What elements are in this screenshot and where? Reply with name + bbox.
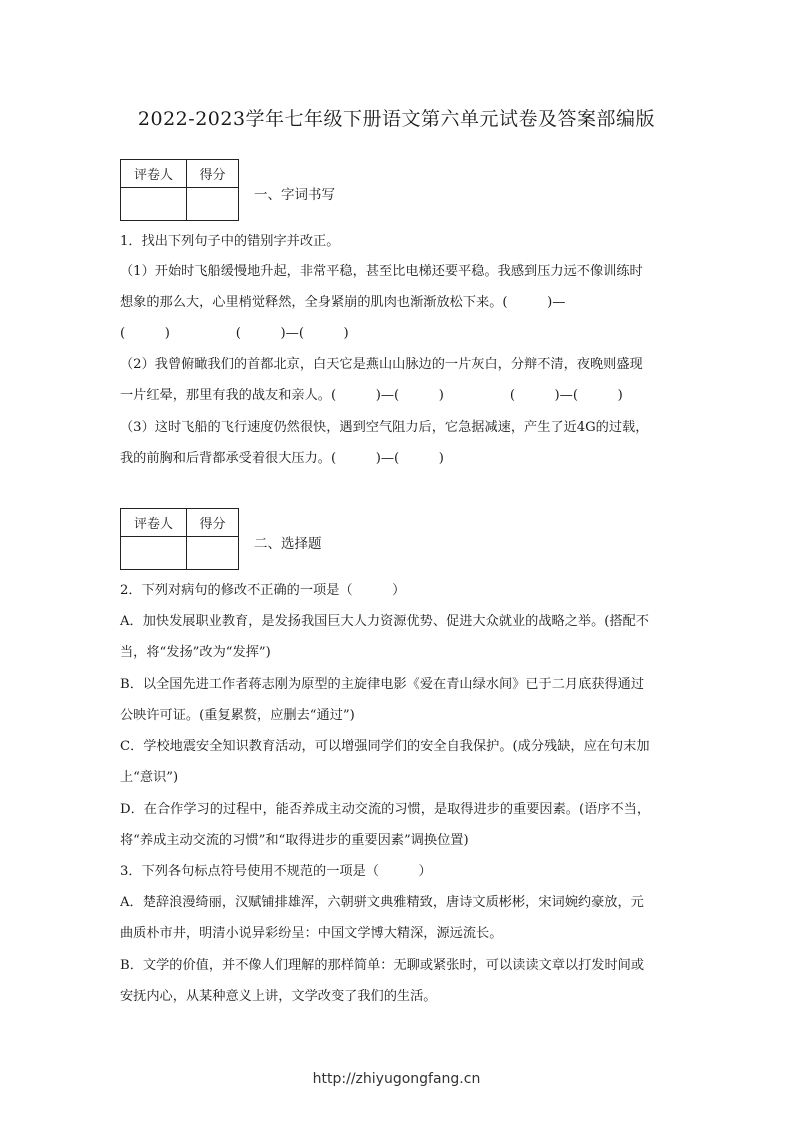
footer-url: http://zhiyugongfang.cn bbox=[312, 1071, 481, 1087]
grader-label: 评卷人 bbox=[121, 160, 187, 188]
score-label: 得分 bbox=[187, 509, 239, 537]
question-1-blanks-1: ( ) ( )—( ) bbox=[120, 326, 349, 341]
grader-label: 评卷人 bbox=[121, 509, 187, 537]
question-2-option-d-cont: 将“养成主动交流的习惯”和“取得进步的重要因素”调换位置) bbox=[120, 833, 469, 848]
score-table-2 bbox=[120, 508, 239, 570]
grader-cell bbox=[121, 188, 187, 221]
question-1-sentence-2-cont: 一片红晕，那里有我的战友和亲人。( )—( ) ( )—( ) bbox=[120, 388, 623, 403]
score-cell bbox=[187, 537, 239, 570]
question-2-option-c-cont: 上“意识”) bbox=[120, 770, 179, 785]
question-1-sentence-3-cont: 我的前胸和后背都承受着很大压力。( )—( ) bbox=[120, 451, 444, 466]
question-3-stem: 3．下列各句标点符号使用不规范的一项是（ ） bbox=[120, 864, 432, 879]
question-3-option-b-cont: 安抚内心，从某种意义上讲，文学改变了我们的生活。 bbox=[120, 989, 437, 1004]
question-2-option-b: B．以全国先进工作者蒋志刚为原型的主旋律电影《爱在青山绿水间》已于二月底获得通过 bbox=[120, 677, 644, 692]
grader-cell bbox=[121, 537, 187, 570]
question-2-option-b-cont: 公映许可证。(重复累赘，应删去“通过”) bbox=[120, 708, 355, 723]
question-1-stem: 1．找出下列句子中的错别字并改正。 bbox=[120, 234, 340, 249]
question-3-option-b: B．文学的价值，并不像人们理解的那样简单：无聊或紧张时，可以读读文章以打发时间或 bbox=[120, 958, 644, 973]
score-table-1 bbox=[120, 159, 239, 221]
page-title: 2022-2023学年七年级下册语文第六单元试卷及答案部编版 bbox=[137, 108, 656, 130]
score-cell bbox=[187, 188, 239, 221]
question-3-option-a-cont: 曲质朴市井，明清小说异彩纷呈：中国文学博大精深，源远流长。 bbox=[120, 926, 503, 941]
section-heading-2: 二、选择题 bbox=[254, 536, 322, 552]
question-2-option-c: C．学校地震安全知识教育活动，可以增强同学们的安全自我保护。(成分残缺，应在句末加 bbox=[120, 739, 650, 754]
question-2-option-d: D．在合作学习的过程中，能否养成主动交流的习惯，是取得进步的重要因素。(语序不当， bbox=[120, 802, 651, 817]
question-1-sentence-2: （2）我曾俯瞰我们的首都北京，白天它是燕山山脉边的一片灰白，分辩不清，夜晚则盛现 bbox=[120, 357, 643, 372]
question-2-option-a: A．加快发展职业教育，是发扬我国巨大人力资源优势、促进大众就业的战略之举。(搭配不 bbox=[120, 614, 649, 629]
question-2-option-a-cont: 当，将“发扬”改为“发挥”) bbox=[120, 645, 271, 660]
question-1-sentence-3: （3）这时飞船的飞行速度仍然很快，遇到空气阻力后，它急据减速，产生了近4G的过载， bbox=[120, 420, 649, 435]
section-heading-1: 一、字词书写 bbox=[254, 187, 335, 203]
question-3-option-a: A．楚辞浪漫绮丽，汉赋铺排雄浑，六朝骈文典雅精致，唐诗文质彬彬，宋词婉约豪放，元 bbox=[120, 895, 644, 910]
question-1-sentence-1-cont: 想象的那么大，心里梢觉释然，全身紧崩的肌肉也渐渐放松下来。( )— bbox=[120, 295, 566, 310]
score-label: 得分 bbox=[187, 160, 239, 188]
question-1-sentence-1: （1）开始时飞船缓慢地升起，非常平稳，甚至比电梯还要平稳。我感到压力远不像训练时 bbox=[120, 264, 643, 279]
question-2-stem: 2．下列对病句的修改不正确的一项是（ ） bbox=[120, 583, 406, 598]
